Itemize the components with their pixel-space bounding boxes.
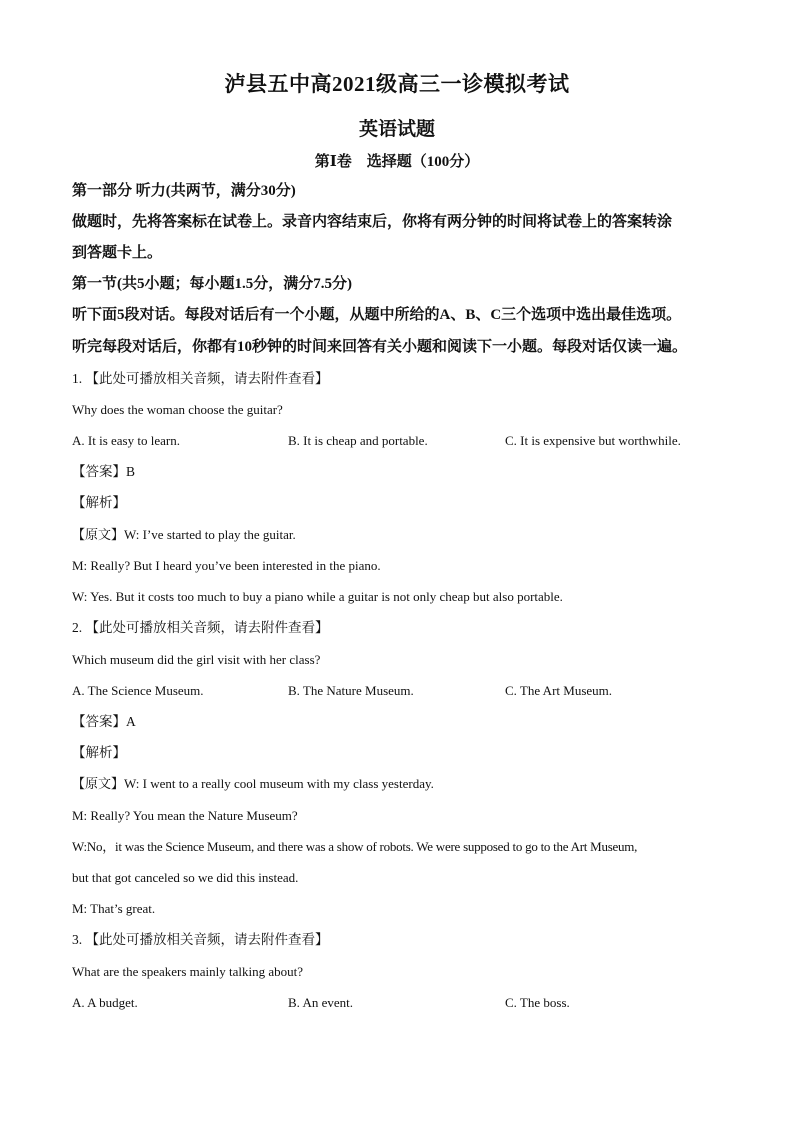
question-3-option-c: C. The boss. <box>505 995 570 1010</box>
question-1-option-c: C. It is expensive but worthwhile. <box>505 433 681 448</box>
question-1-stem[interactable]: 1. 【此处可播放相关音频，请去附件查看】 <box>72 371 329 386</box>
question-2-option-a: A. The Science Museum. <box>72 683 204 698</box>
section1-instruction-1: 听下面5段对话。每段对话后有一个小题，从题中所给的A、B、C三个选项中选出最佳选项。 <box>72 307 682 323</box>
question-2-text: Which museum did the girl visit with her class? <box>72 652 321 667</box>
question-1-option-b: B. It is cheap and portable. <box>288 433 428 448</box>
question-1-analysis: 【解析】 <box>72 495 126 510</box>
volume-title: 第Ⅰ卷 选择题（100分） <box>314 154 480 170</box>
question-1-answer: 【答案】B <box>72 464 136 479</box>
question-2-option-c: C. The Art Museum. <box>505 683 613 698</box>
question-1-transcript-line: 【原文】W: I’ve started to play the guitar. <box>72 527 296 542</box>
question-2-transcript-line: M: Really? You mean the Nature Museum? <box>72 808 298 823</box>
question-1-text: Why does the woman choose the guitar? <box>72 402 283 417</box>
question-2-transcript-line: W:No，it was the Science Museum, and there was a show of robots. We were supposed to go to the Art Museum, <box>72 839 638 854</box>
question-2-answer: 【答案】A <box>72 714 136 729</box>
question-3-option-a: A. A budget. <box>72 995 138 1010</box>
section1-heading: 第一节(共5小题；每小题1.5分，满分7.5分) <box>72 276 352 292</box>
section1-instruction-2: 听完每段对话后，你都有10秒钟的时间来回答有关小题和阅读下一小题。每段对话仅读一遍。 <box>72 339 688 355</box>
question-2-stem[interactable]: 2. 【此处可播放相关音频，请去附件查看】 <box>72 620 329 635</box>
part1-heading: 第一部分 听力(共两节，满分30分) <box>72 183 296 199</box>
question-1-transcript-line: W: Yes. But it costs too much to buy a piano while a guitar is not only cheap but also portable. <box>72 589 563 604</box>
question-3-text: What are the speakers mainly talking about? <box>72 964 304 979</box>
question-2-option-b: B. The Nature Museum. <box>288 683 414 698</box>
instruction-line-2: 到答题卡上。 <box>72 245 163 261</box>
instruction-line-1: 做题时，先将答案标在试卷上。录音内容结束后，你将有两分钟的时间将试卷上的答案转涂 <box>72 214 673 230</box>
question-2-transcript-line: 【原文】W: I went to a really cool museum with my class yesterday. <box>72 776 434 791</box>
question-2-analysis: 【解析】 <box>72 745 126 760</box>
question-1-option-a: A. It is easy to learn. <box>72 433 180 448</box>
question-2-transcript-line: but that got canceled so we did this instead. <box>72 870 299 885</box>
question-1-transcript-line: M: Really? But I heard you’ve been interested in the piano. <box>72 558 381 573</box>
question-2-transcript-line: M: That’s great. <box>72 901 156 916</box>
question-3-stem[interactable]: 3. 【此处可播放相关音频，请去附件查看】 <box>72 932 329 947</box>
question-3-option-b: B. An event. <box>288 995 353 1010</box>
subject-title: 英语试题 <box>358 119 435 140</box>
exam-title: 泸县五中高2021级高三一诊模拟考试 <box>224 72 570 96</box>
